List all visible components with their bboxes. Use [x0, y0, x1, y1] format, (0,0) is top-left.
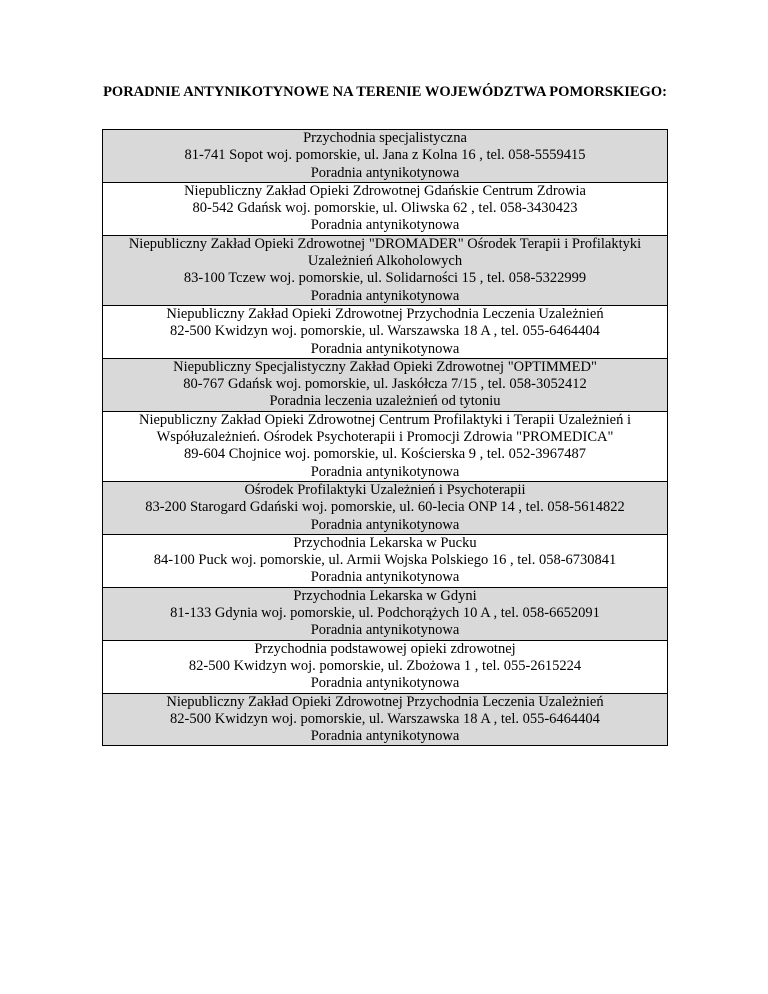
clinic-address: 84-100 Puck woj. pomorskie, ul. Armii Wojska Polskiego 16 , tel. 058-6730841: [153, 552, 617, 569]
clinic-entry: [103, 534, 667, 587]
clinic-entry: [103, 693, 667, 746]
clinic-address: 83-200 Starogard Gdański woj. pomorskie, ul. 60-lecia ONP 14 , tel. 058-5614822: [145, 499, 625, 516]
clinic-address: 83-100 Tczew woj. pomorskie, ul. Solidarności 15 , tel. 058-5322999: [183, 270, 587, 287]
clinic-entry: [103, 235, 667, 305]
clinic-name: Niepubliczny Zakład Opieki Zdrowotnej Przychodnia Leczenia Uzależnień: [166, 305, 604, 322]
clinic-entry: [103, 130, 667, 182]
clinic-address: 81-741 Sopot woj. pomorskie, ul. Jana z Kolna 16 , tel. 058-5559415: [184, 147, 586, 164]
clinic-name: Przychodnia specjalistyczna: [303, 130, 467, 146]
clinic-name: Niepubliczny Specjalistyczny Zakład Opieki Zdrowotnej "OPTIMMED": [173, 358, 597, 375]
clinic-name: Niepubliczny Zakład Opieki Zdrowotnej Gdańskie Centrum Zdrowia: [184, 182, 586, 199]
clinic-entry: [103, 305, 667, 358]
clinic-name: Niepubliczny Zakład Opieki Zdrowotnej Centrum Profilaktyki i Terapii Uzależnień i Współuzależnień. Ośrodek Psychoterapii i Promocji Zdrowia "PROMEDICA": [139, 411, 631, 446]
clinic-type: Poradnia antynikotynowa: [310, 622, 460, 639]
clinic-name: Niepubliczny Zakład Opieki Zdrowotnej "DROMADER" Ośrodek Terapii i Profilaktyki Uzależnień Alkoholowych: [128, 235, 642, 270]
clinic-name: Przychodnia podstawowej opieki zdrowotnej: [254, 640, 516, 657]
clinic-type: Poradnia leczenia uzależnień od tytoniu: [269, 393, 501, 410]
clinic-type: Poradnia antynikotynowa: [310, 164, 460, 181]
clinic-entry: [103, 587, 667, 640]
page-title: PORADNIE ANTYNIKOTYNOWE NA TERENIE WOJEWÓDZTWA POMORSKIEGO:: [103, 84, 667, 100]
clinic-address: 80-767 Gdańsk woj. pomorskie, ul. Jaskółcza 7/15 , tel. 058-3052412: [183, 376, 587, 393]
clinic-type: Poradnia antynikotynowa: [310, 217, 460, 234]
clinic-type: Poradnia antynikotynowa: [310, 516, 460, 533]
clinic-entry: [103, 358, 667, 411]
clinic-entry: [103, 411, 667, 481]
clinic-type: Poradnia antynikotynowa: [310, 675, 460, 692]
clinic-type: Poradnia antynikotynowa: [310, 463, 460, 480]
clinic-address: 82-500 Kwidzyn woj. pomorskie, ul. Zbożowa 1 , tel. 055-2615224: [188, 657, 582, 674]
clinic-entry: [103, 182, 667, 235]
clinic-type: Poradnia antynikotynowa: [310, 340, 460, 357]
clinic-address: 89-604 Chojnice woj. pomorskie, ul. Kościerska 9 , tel. 052-3967487: [184, 446, 586, 463]
clinic-name: Niepubliczny Zakład Opieki Zdrowotnej Przychodnia Leczenia Uzależnień: [166, 693, 604, 710]
clinic-entry: [103, 640, 667, 693]
clinic-list: [102, 129, 668, 746]
clinic-type: Poradnia antynikotynowa: [310, 287, 460, 304]
clinic-type: Poradnia antynikotynowa: [310, 569, 460, 586]
clinic-address: 81-133 Gdynia woj. pomorskie, ul. Podchorążych 10 A , tel. 058-6652091: [170, 605, 600, 622]
clinic-name: Przychodnia Lekarska w Pucku: [293, 534, 477, 551]
clinic-entry: [103, 481, 667, 534]
clinic-name: Ośrodek Profilaktyki Uzależnień i Psychoterapii: [244, 481, 526, 498]
clinic-address: 82-500 Kwidzyn woj. pomorskie, ul. Warszawska 18 A , tel. 055-6464404: [170, 710, 600, 727]
clinic-name: Przychodnia Lekarska w Gdyni: [293, 587, 477, 604]
clinic-type: Poradnia antynikotynowa: [310, 728, 460, 745]
clinic-address: 82-500 Kwidzyn woj. pomorskie, ul. Warszawska 18 A , tel. 055-6464404: [170, 323, 600, 340]
clinic-address: 80-542 Gdańsk woj. pomorskie, ul. Oliwska 62 , tel. 058-3430423: [192, 200, 578, 217]
